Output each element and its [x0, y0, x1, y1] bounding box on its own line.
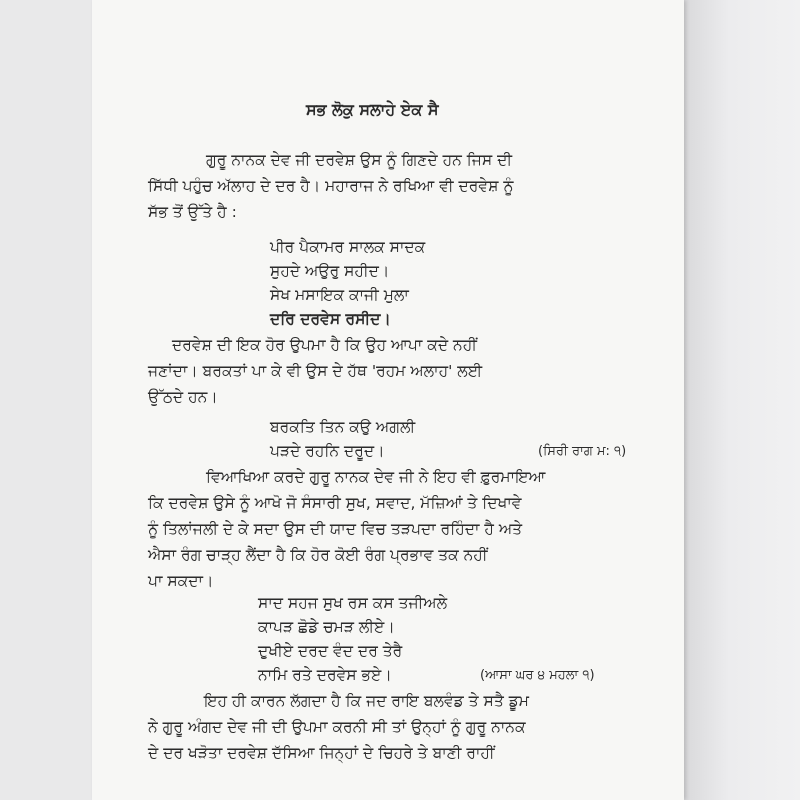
paragraph-line: ਇਹ ਹੀ ਕਾਰਨ ਲੱਗਦਾ ਹੈ ਕਿ ਜਦ ਰਾਇ ਬਲਵੰਡ ਤੇ ਸਤੈ ਡੂਮ	[204, 692, 529, 710]
book-page	[92, 0, 684, 800]
paragraph-line: ਨੂੰ ਤਿਲਾਂਜਲੀ ਦੇ ਕੇ ਸਦਾ ਉਸ ਦੀ ਯਾਦ ਵਿਚ ਤੜਪਦਾ ਰਹਿੰਦਾ ਹੈ ਅਤੇ	[148, 520, 523, 538]
paragraph-line: ਐਸਾ ਰੰਗ ਚਾੜ੍ਹ ਲੈਂਦਾ ਹੈ ਕਿ ਹੋਰ ਕੋਈ ਰੰਗ ਪ੍ਰਭਾਵ ਤਕ ਨਹੀਂ	[148, 546, 488, 564]
verse-line: ਨਾਮਿ ਰਤੇ ਦਰਵੇਸ ਭਏ।	[258, 666, 392, 684]
verse-line: ਦਰਿ ਦਰਵੇਸ ਰਸੀਦ।	[270, 310, 391, 328]
verse-line: ਕਾਪੜ ਛੋਡੇ ਚਮੜ ਲੀਏ।	[258, 618, 395, 636]
paragraph-line: ਕਿ ਦਰਵੇਸ਼ ਉਸੇ ਨੂੰ ਆਖੋ ਜੋ ਸੰਸਾਰੀ ਸੁਖ, ਸਵਾਦ, ਮੱਜ਼ਿਆਂ ਤੇ ਦਿਖਾਵੇ	[148, 494, 522, 512]
paragraph-line: ਸਿੱਧੀ ਪਹੁੰਚ ਅੱਲਾਹ ਦੇ ਦਰ ਹੈ। ਮਹਾਰਾਜ ਨੇ ਰਖਿਆ ਵੀ ਦਰਵੇਸ਼ ਨੂੰ	[148, 177, 514, 195]
verse-line: ਪੜਦੇ ਰਹਨਿ ਦਰੂਦ।	[270, 442, 385, 460]
paragraph-line: ਦਰਵੇਸ਼ ਦੀ ਇਕ ਹੋਰ ਉਪਮਾ ਹੈ ਕਿ ਉਹ ਆਪਾ ਕਦੇ ਨਹੀਂ	[172, 336, 477, 354]
background-surface	[682, 0, 800, 800]
verse-line: ਬਰਕਤਿ ਤਿਨ ਕਉ ਅਗਲੀ	[270, 418, 416, 436]
paragraph-line: ਪਾ ਸਕਦਾ।	[148, 572, 214, 590]
paragraph-line: ਜਣਾਂਦਾ। ਬਰਕਤਾਂ ਪਾ ਕੇ ਵੀ ਉਸ ਦੇ ਹੱਥ 'ਰਹਮ ਅਲਾਹ' ਲਈ	[148, 362, 483, 380]
scripture-reference: (ਆਸਾ ਘਰ ੪ ਮਹਲਾ ੧)	[480, 668, 595, 683]
verse-line: ਸਾਦ ਸਹਜ ਸੁਖ ਰਸ ਕਸ ਤਜੀਅਲੇ	[258, 594, 448, 612]
verse-line: ਸੁਹਦੇ ਅਉਰੁ ਸਹੀਦ।	[270, 262, 390, 280]
verse-line: ਸੇਖ ਮਸਾਇਕ ਕਾਜੀ ਮੁਲਾ	[270, 286, 409, 304]
verse-line: ਪੀਰ ਪੈਕਾਮਰ ਸਾਲਕ ਸਾਦਕ	[270, 238, 426, 256]
verse-line: ਦੁਖੀਏ ਦਰਦ ਵੰਦ ਦਰ ਤੇਰੈ	[258, 642, 403, 660]
scripture-reference: (ਸਿਰੀ ਰਾਗ ਮ: ੧)	[538, 444, 627, 459]
paragraph-line: ਉੱਠਦੇ ਹਨ।	[148, 388, 218, 406]
page-title: ਸਭ ਲੋਕੁ ਸਲਾਹੇ ਏਕ ਸੈ	[306, 100, 439, 119]
paragraph-line: ਵਿਆਖਿਆ ਕਰਦੇ ਗੁਰੂ ਨਾਨਕ ਦੇਵ ਜੀ ਨੇ ਇਹ ਵੀ ਫ਼ੁਰਮਾਇਆ	[206, 468, 546, 486]
paragraph-line: ਨੇ ਗੁਰੂ ਅੰਗਦ ਦੇਵ ਜੀ ਦੀ ਉਪਮਾ ਕਰਨੀ ਸੀ ਤਾਂ ਉਨ੍ਹਾਂ ਨੂੰ ਗੁਰੂ ਨਾਨਕ	[148, 718, 526, 736]
paragraph-line: ਸੱਭ ਤੋਂ ਉੱਤੇ ਹੈ :	[148, 203, 237, 221]
paragraph-line: ਦੇ ਦਰ ਖੜੋਤਾ ਦਰਵੇਸ਼ ਦੱਸਿਆ ਜਿਨ੍ਹਾਂ ਦੇ ਚਿਹਰੇ ਤੇ ਬਾਣੀ ਰਾਹੀਂ	[148, 744, 495, 762]
paragraph-line: ਗੁਰੂ ਨਾਨਕ ਦੇਵ ਜੀ ਦਰਵੇਸ਼ ਉਸ ਨੂੰ ਗਿਣਦੇ ਹਨ ਜਿਸ ਦੀ	[206, 151, 512, 169]
